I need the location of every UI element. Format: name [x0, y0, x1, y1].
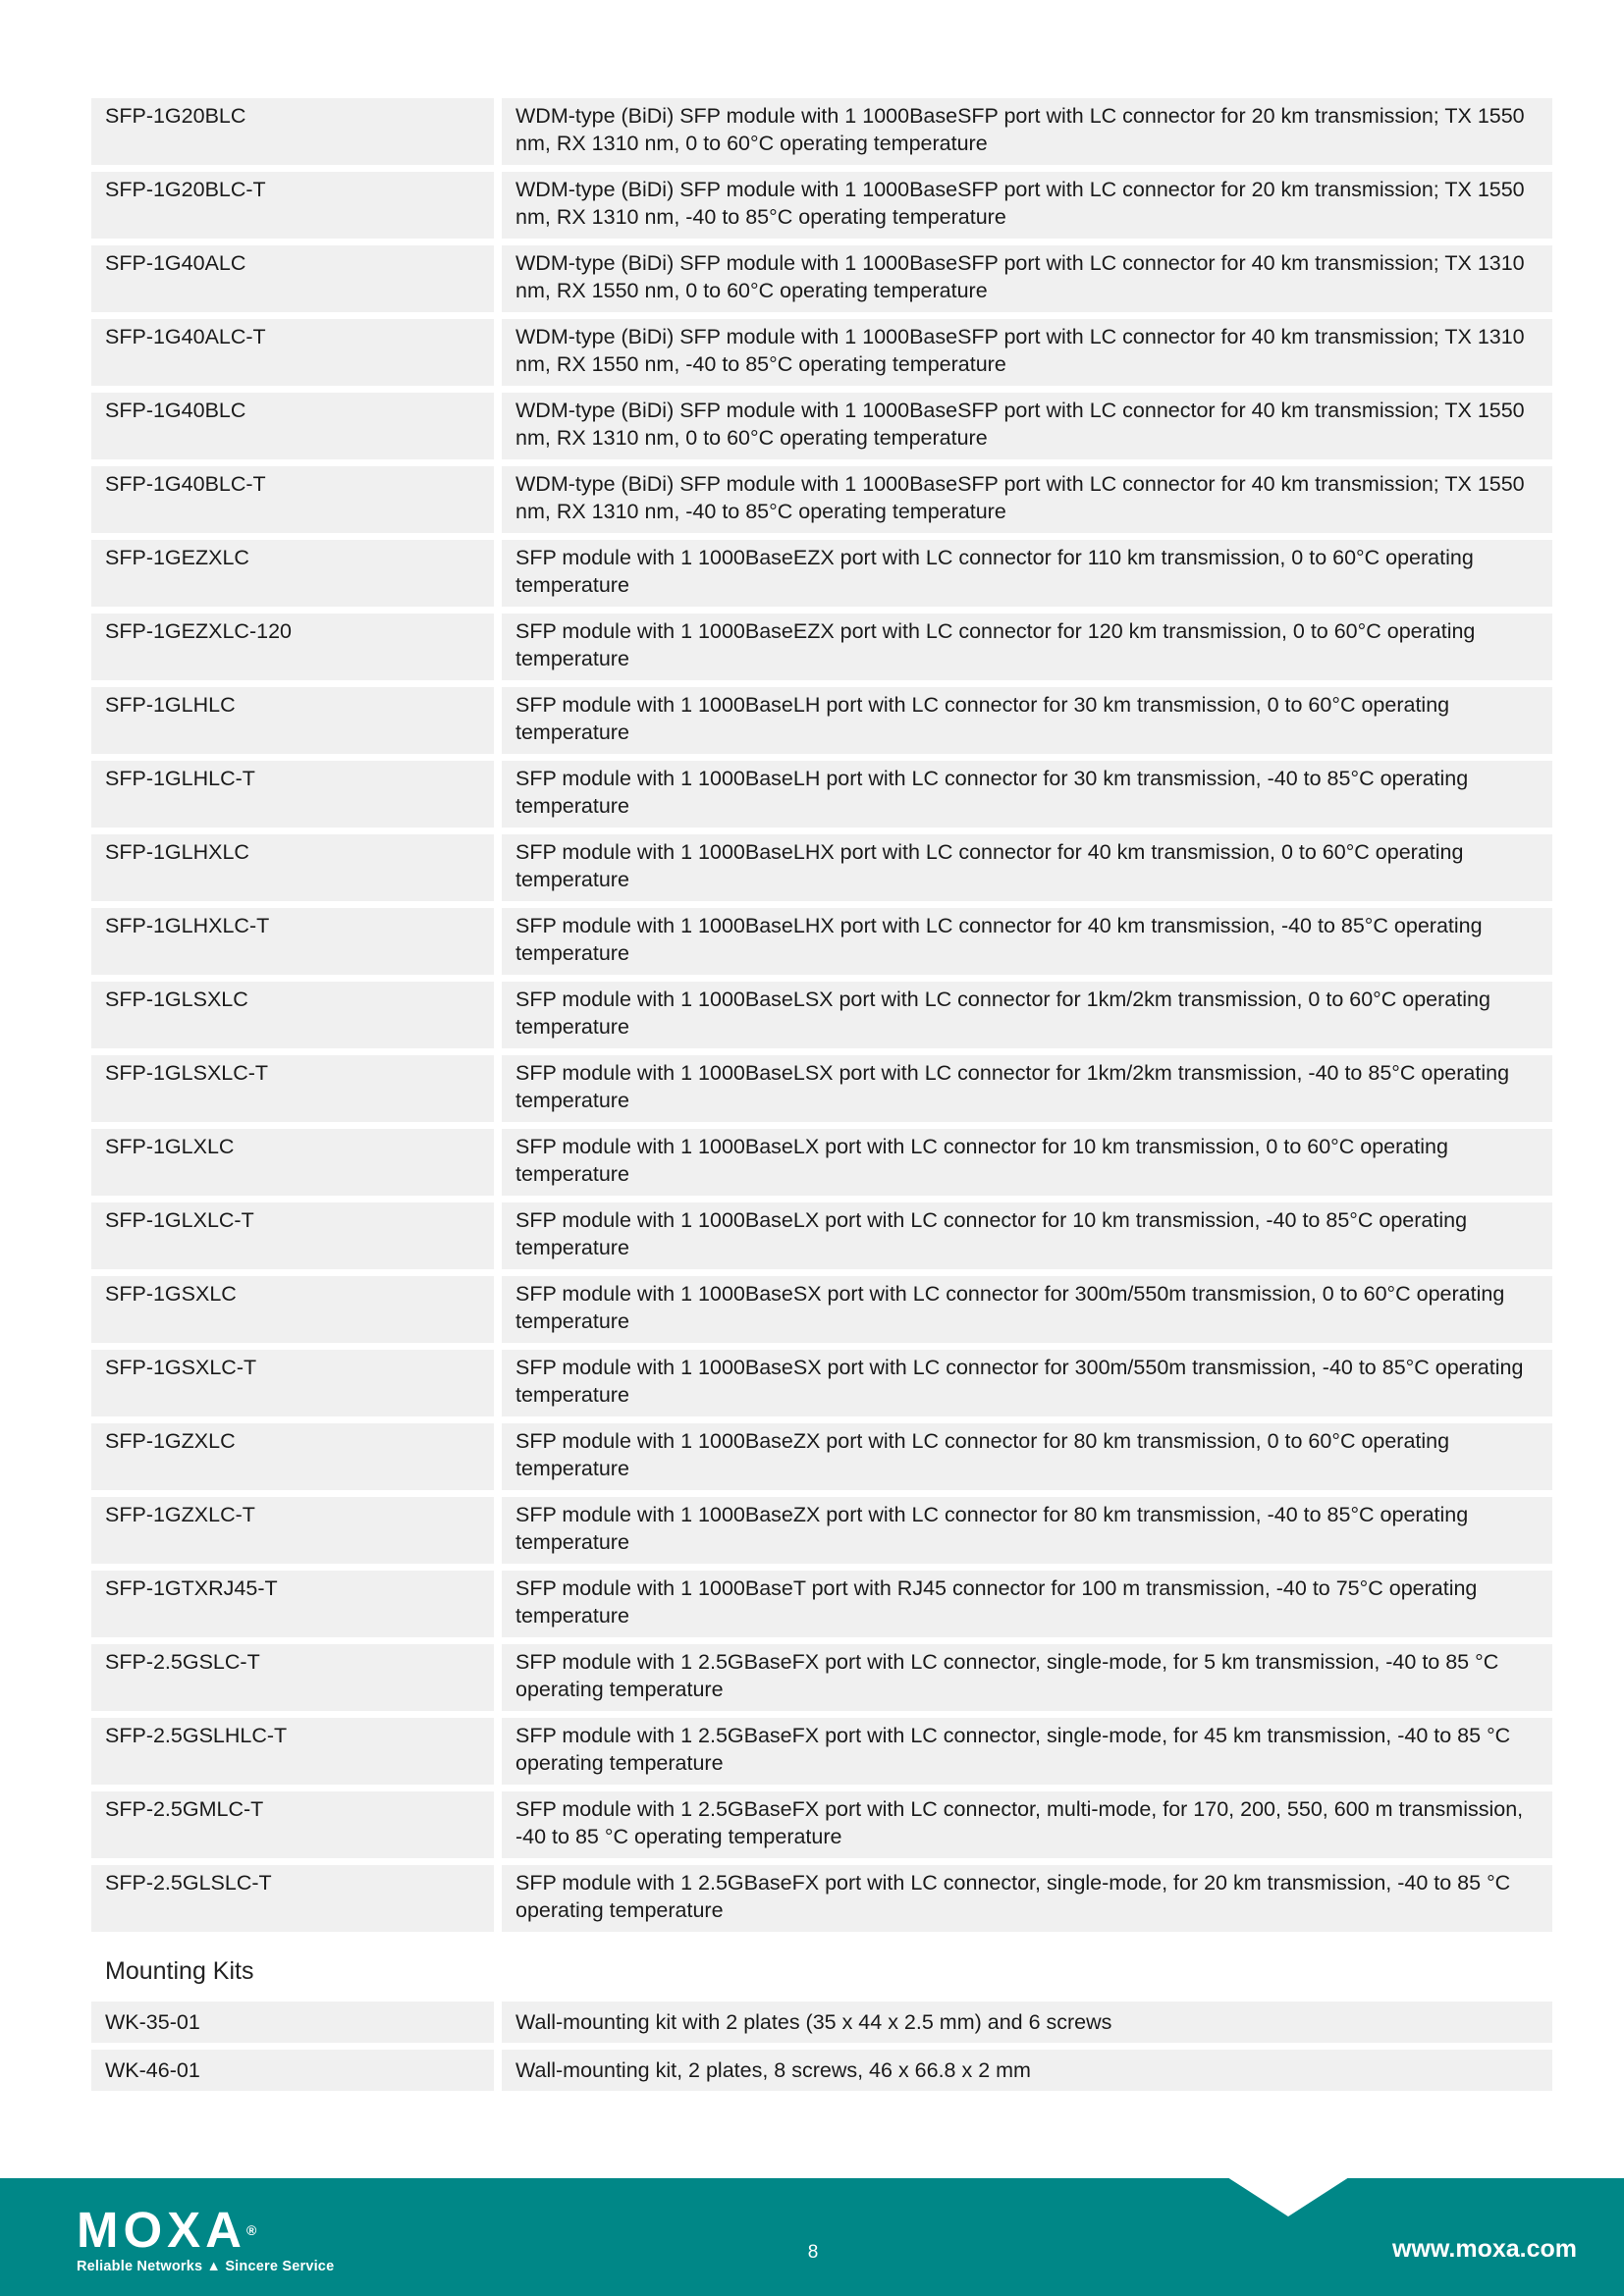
- mounting-table-body: [91, 2002, 1552, 2091]
- description-cell: SFP module with 1 1000BaseLH port with LC connector for 30 km transmission, 0 to 60°C operating temperature: [502, 687, 1552, 754]
- description-cell: WDM-type (BiDi) SFP module with 1 1000BaseSFP port with LC connector for 40 km transmission; TX 1550 nm, RX 1310 nm, 0 to 60°C operating temperature: [502, 393, 1552, 459]
- table-row: [91, 1497, 1552, 1564]
- model-name-cell: SFP-1G20BLC: [91, 98, 494, 165]
- model-name-cell: SFP-1GSXLC: [91, 1276, 494, 1343]
- model-name-cell: SFP-1GLXLC: [91, 1129, 494, 1196]
- registered-mark: ®: [246, 2222, 257, 2238]
- model-name-cell: SFP-1GEZXLC-120: [91, 614, 494, 680]
- description-cell: SFP module with 1 1000BaseSX port with LC connector for 300m/550m transmission, -40 to 85°C operating temperature: [502, 1350, 1552, 1416]
- table-row: [91, 834, 1552, 901]
- table-row: [91, 614, 1552, 680]
- description-cell: SFP module with 1 1000BaseLSX port with LC connector for 1km/2km transmission, 0 to 60°C operating temperature: [502, 982, 1552, 1048]
- section-title-mounting-kits: Mounting Kits: [105, 1957, 254, 1985]
- sfp-table-body: [91, 98, 1552, 1932]
- model-name-cell: SFP-1GSXLC-T: [91, 1350, 494, 1416]
- description-cell: SFP module with 1 1000BaseZX port with LC connector for 80 km transmission, 0 to 60°C operating temperature: [502, 1423, 1552, 1490]
- table-row: [91, 2002, 1552, 2043]
- model-name-cell: SFP-1GZXLC-T: [91, 1497, 494, 1564]
- model-name-cell: SFP-2.5GSLHLC-T: [91, 1718, 494, 1785]
- model-name-cell: SFP-1G40ALC-T: [91, 319, 494, 386]
- table-row: [91, 1055, 1552, 1122]
- logo-tagline: Reliable Networks ▲ Sincere Service: [77, 2259, 335, 2274]
- model-name-cell: SFP-1GEZXLC: [91, 540, 494, 607]
- model-name-cell: SFP-1GLSXLC-T: [91, 1055, 494, 1122]
- model-name-cell: WK-46-01: [91, 2050, 494, 2091]
- table-row: [91, 1423, 1552, 1490]
- table-row: [91, 98, 1552, 165]
- table-row: [91, 466, 1552, 533]
- description-cell: WDM-type (BiDi) SFP module with 1 1000BaseSFP port with LC connector for 20 km transmission; TX 1550 nm, RX 1310 nm, -40 to 85°C operating temperature: [502, 172, 1552, 239]
- description-cell: SFP module with 1 1000BaseT port with RJ45 connector for 100 m transmission, -40 to 75°C operating temperature: [502, 1571, 1552, 1637]
- table-row: [91, 908, 1552, 975]
- model-name-cell: SFP-1G40ALC: [91, 245, 494, 312]
- product-table: [91, 98, 1552, 2098]
- description-cell: SFP module with 1 2.5GBaseFX port with LC connector, single-mode, for 5 km transmission, -40 to 85 °C operating temperature: [502, 1644, 1552, 1711]
- table-row: [91, 1865, 1552, 1932]
- table-row: [91, 540, 1552, 607]
- model-name-cell: SFP-2.5GLSLC-T: [91, 1865, 494, 1932]
- table-row: [91, 245, 1552, 312]
- model-name-cell: SFP-1G40BLC: [91, 393, 494, 459]
- table-row: [91, 1129, 1552, 1196]
- model-name-cell: WK-35-01: [91, 2002, 494, 2043]
- description-cell: SFP module with 1 1000BaseSX port with LC connector for 300m/550m transmission, 0 to 60°C operating temperature: [502, 1276, 1552, 1343]
- table-row: [91, 1276, 1552, 1343]
- model-name-cell: SFP-2.5GMLC-T: [91, 1791, 494, 1858]
- table-row: [91, 319, 1552, 386]
- description-cell: SFP module with 1 1000BaseEZX port with LC connector for 110 km transmission, 0 to 60°C operating temperature: [502, 540, 1552, 607]
- description-cell: WDM-type (BiDi) SFP module with 1 1000BaseSFP port with LC connector for 40 km transmission; TX 1310 nm, RX 1550 nm, -40 to 85°C operating temperature: [502, 319, 1552, 386]
- page-number: 8: [807, 2242, 819, 2263]
- description-cell: SFP module with 1 1000BaseEZX port with LC connector for 120 km transmission, 0 to 60°C operating temperature: [502, 614, 1552, 680]
- model-name-cell: SFP-1GZXLC: [91, 1423, 494, 1490]
- description-cell: SFP module with 1 1000BaseLHX port with LC connector for 40 km transmission, 0 to 60°C operating temperature: [502, 834, 1552, 901]
- model-name-cell: SFP-1GLHXLC: [91, 834, 494, 901]
- description-cell: SFP module with 1 1000BaseLHX port with LC connector for 40 km transmission, -40 to 85°C operating temperature: [502, 908, 1552, 975]
- table-row: [91, 1644, 1552, 1711]
- description-cell: Wall-mounting kit, 2 plates, 8 screws, 46 x 66.8 x 2 mm: [502, 2050, 1552, 2091]
- table-row: [91, 982, 1552, 1048]
- model-name-cell: SFP-2.5GSLC-T: [91, 1644, 494, 1711]
- table-row: [91, 761, 1552, 828]
- table-row: [91, 1791, 1552, 1858]
- description-cell: SFP module with 1 1000BaseLH port with LC connector for 30 km transmission, -40 to 85°C operating temperature: [502, 761, 1552, 828]
- table-row: [91, 1350, 1552, 1416]
- table-row: [91, 1718, 1552, 1785]
- table-row: [91, 1202, 1552, 1269]
- description-cell: SFP module with 1 1000BaseLX port with LC connector for 10 km transmission, -40 to 85°C operating temperature: [502, 1202, 1552, 1269]
- table-row: [91, 1571, 1552, 1637]
- model-name-cell: SFP-1GTXRJ45-T: [91, 1571, 494, 1637]
- moxa-logo: [77, 2202, 335, 2274]
- description-cell: WDM-type (BiDi) SFP module with 1 1000BaseSFP port with LC connector for 40 km transmission; TX 1310 nm, RX 1550 nm, 0 to 60°C operating temperature: [502, 245, 1552, 312]
- model-name-cell: SFP-1GLHXLC-T: [91, 908, 494, 975]
- logo-wordmark: MOXA: [77, 2202, 246, 2258]
- description-cell: SFP module with 1 2.5GBaseFX port with LC connector, multi-mode, for 170, 200, 550, 600 m transmission, -40 to 85 °C operating temperature: [502, 1791, 1552, 1858]
- model-name-cell: SFP-1G20BLC-T: [91, 172, 494, 239]
- description-cell: SFP module with 1 2.5GBaseFX port with LC connector, single-mode, for 45 km transmission, -40 to 85 °C operating temperature: [502, 1718, 1552, 1785]
- description-cell: WDM-type (BiDi) SFP module with 1 1000BaseSFP port with LC connector for 40 km transmission; TX 1550 nm, RX 1310 nm, -40 to 85°C operating temperature: [502, 466, 1552, 533]
- model-name-cell: SFP-1G40BLC-T: [91, 466, 494, 533]
- model-name-cell: SFP-1GLXLC-T: [91, 1202, 494, 1269]
- description-cell: Wall-mounting kit with 2 plates (35 x 44 x 2.5 mm) and 6 screws: [502, 2002, 1552, 2043]
- description-cell: SFP module with 1 1000BaseLSX port with LC connector for 1km/2km transmission, -40 to 85°C operating temperature: [502, 1055, 1552, 1122]
- model-name-cell: SFP-1GLSXLC: [91, 982, 494, 1048]
- table-row: [91, 2050, 1552, 2091]
- website-link[interactable]: www.moxa.com: [1391, 2235, 1577, 2263]
- table-row: [91, 393, 1552, 459]
- table-row: [91, 172, 1552, 239]
- table-row: [91, 687, 1552, 754]
- model-name-cell: SFP-1GLHLC-T: [91, 761, 494, 828]
- model-name-cell: SFP-1GLHLC: [91, 687, 494, 754]
- description-cell: SFP module with 1 2.5GBaseFX port with LC connector, single-mode, for 20 km transmission, -40 to 85 °C operating temperature: [502, 1865, 1552, 1932]
- description-cell: SFP module with 1 1000BaseLX port with LC connector for 10 km transmission, 0 to 60°C operating temperature: [502, 1129, 1552, 1196]
- description-cell: WDM-type (BiDi) SFP module with 1 1000BaseSFP port with LC connector for 20 km transmission; TX 1550 nm, RX 1310 nm, 0 to 60°C operating temperature: [502, 98, 1552, 165]
- description-cell: SFP module with 1 1000BaseZX port with LC connector for 80 km transmission, -40 to 85°C operating temperature: [502, 1497, 1552, 1564]
- footer-notch: [1227, 2177, 1349, 2216]
